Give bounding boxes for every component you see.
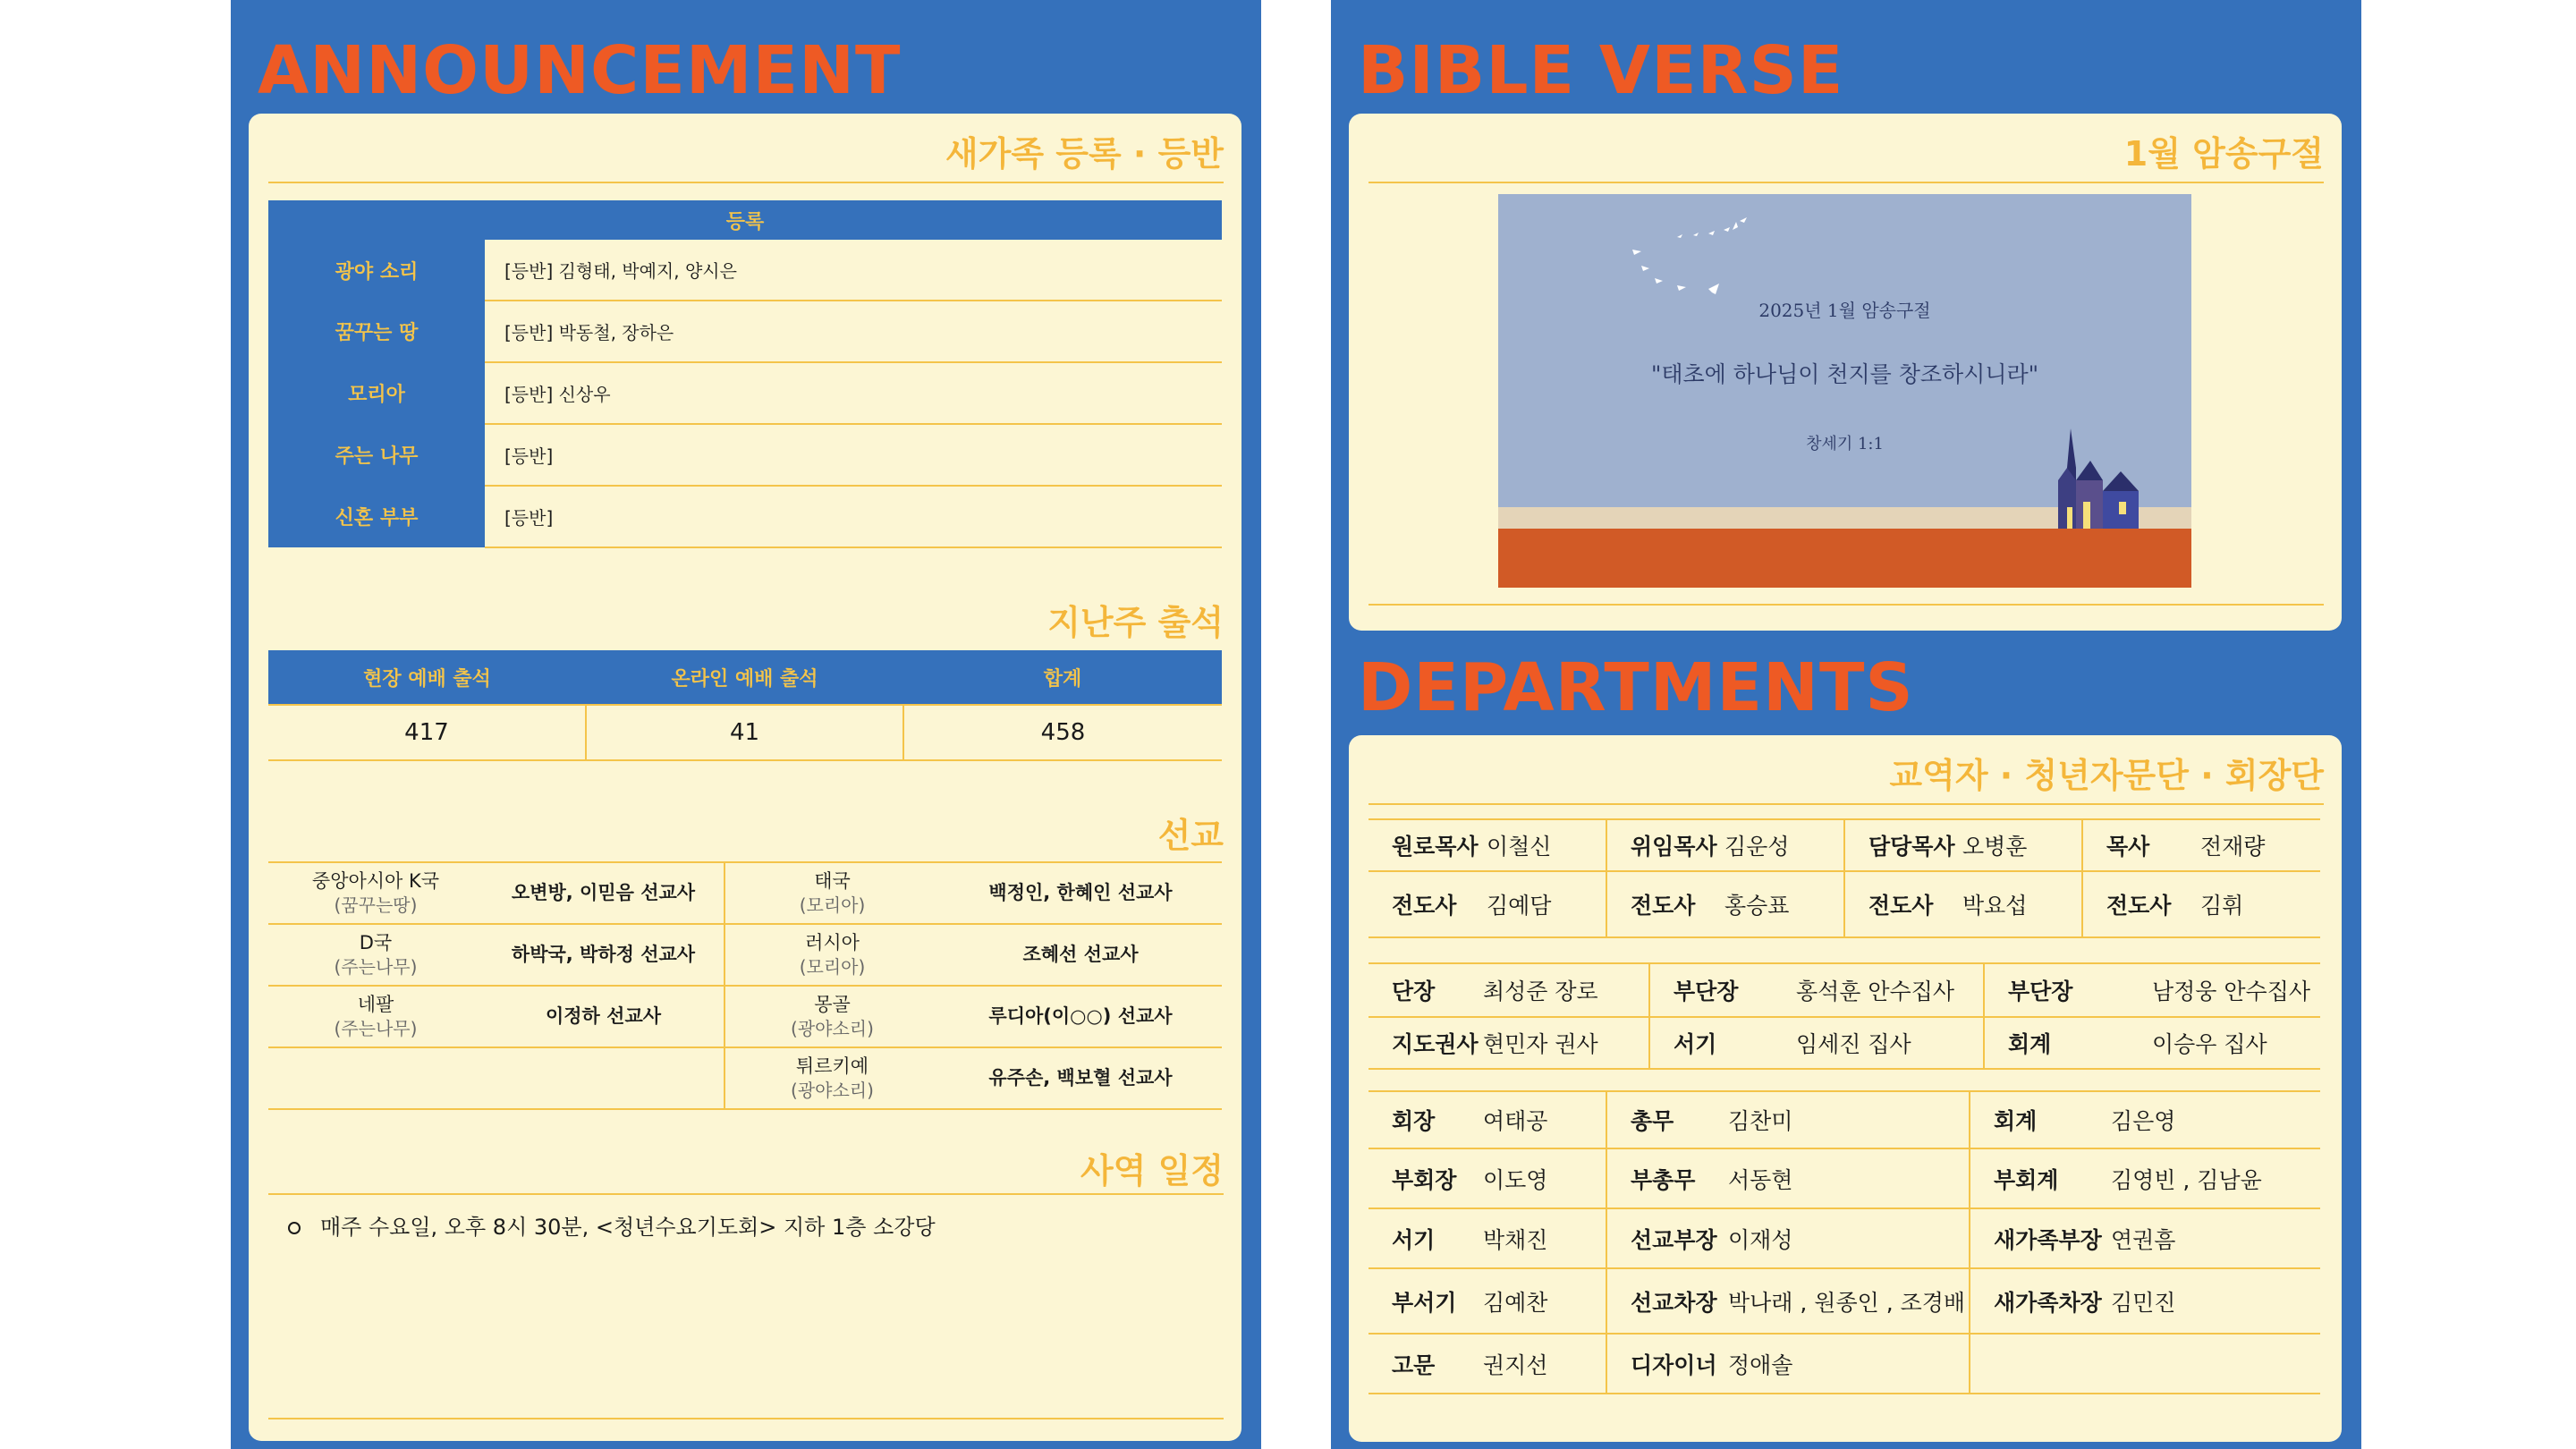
mission-title: 선교 (1157, 816, 1224, 855)
person-name (2111, 1334, 2320, 1394)
mission-table (268, 861, 1222, 1110)
missionary-name: 루디아(이○○) 선교사 (939, 986, 1222, 1047)
mission-country: D국 (주는나무) (268, 924, 483, 986)
table-row (1368, 1148, 2320, 1208)
mission-country (268, 1047, 483, 1109)
advisors-table (1368, 962, 2320, 1070)
table-row (1368, 1017, 2320, 1069)
verse-caption: 2025년 1월 암송구절 (1758, 300, 1931, 321)
schedule-rule (268, 1193, 1224, 1195)
role-label: 전도사 (1368, 871, 1487, 937)
departments-card (1349, 735, 2342, 1442)
person-name: 전재량 (2200, 819, 2320, 871)
departments-rule (1368, 803, 2324, 805)
attendance-value: 417 (268, 705, 586, 760)
table-row (268, 486, 1222, 547)
table-row (1368, 1091, 2320, 1148)
person-name: 연권흠 (2111, 1208, 2320, 1268)
mission-country: 튀르키예 (광야소리) (724, 1047, 939, 1109)
person-name: 박요섭 (1962, 871, 2082, 937)
table-row (268, 362, 1222, 424)
role-label: 지도권사 (1368, 1017, 1483, 1069)
person-name: 여태공 (1483, 1091, 1606, 1148)
table-row (268, 240, 1222, 301)
role-label: 새가족차장 (1970, 1268, 2111, 1334)
bottom-rule (268, 1418, 1224, 1419)
schedule-item: 매주 수요일, 오후 8시 30분, <청년수요기도회> 지하 1층 소강당 (288, 1209, 936, 1241)
bullet-circle-icon (288, 1222, 301, 1234)
row-label: 주는 나무 (268, 424, 485, 486)
registration-title: 새가족 등록 · 등반 (945, 134, 1224, 174)
row-value: [등반] (485, 424, 1222, 486)
role-label: 새가족부장 (1970, 1208, 2111, 1268)
person-name: 김민진 (2111, 1268, 2320, 1334)
attendance-table (268, 650, 1222, 761)
table-row (1368, 963, 2320, 1017)
verse-reference: 창세기 1:1 (1806, 435, 1884, 453)
row-label: 신혼 부부 (268, 486, 485, 547)
bible-bottom-rule (1368, 604, 2324, 606)
role-label: 부단장 (1649, 963, 1796, 1017)
church-icon (2026, 418, 2151, 534)
announcement-card (249, 114, 1241, 1441)
attendance-header: 현장 예배 출석 (268, 650, 586, 705)
role-label: 서기 (1368, 1208, 1483, 1268)
person-name: 김휘 (2200, 871, 2320, 937)
person-name: 서동현 (1728, 1148, 1970, 1208)
missionary-name: 백정인, 한혜인 선교사 (939, 862, 1222, 924)
departments-subtitle: 교역자 · 청년자문단 · 회장단 (1889, 756, 2324, 795)
mission-country: 러시아 (모리아) (724, 924, 939, 986)
table-row (1368, 1334, 2320, 1394)
person-name: 임세진 집사 (1796, 1017, 1984, 1069)
role-label: 원로목사 (1368, 819, 1487, 871)
ground (1498, 529, 2191, 588)
registration-table (268, 200, 1222, 548)
memory-verse-title: 1월 암송구절 (2123, 134, 2324, 174)
registration-header: 등록 (268, 200, 1222, 240)
row-value: [등반] 신상우 (485, 362, 1222, 424)
role-label: 서기 (1649, 1017, 1796, 1069)
role-label: 부회장 (1368, 1148, 1483, 1208)
person-name: 박나래 , 원종인 , 조경배 (1728, 1268, 1970, 1334)
person-name: 김찬미 (1728, 1091, 1970, 1148)
role-label: 회장 (1368, 1091, 1483, 1148)
person-name: 최성준 장로 (1483, 963, 1649, 1017)
table-row (1368, 1208, 2320, 1268)
mission-country: 태국 (모리아) (724, 862, 939, 924)
attendance-header: 합계 (903, 650, 1222, 705)
bible-verse-card (1349, 114, 2342, 631)
person-name: 홍석훈 안수집사 (1796, 963, 1984, 1017)
role-label: 총무 (1606, 1091, 1728, 1148)
missionary-name: 이정하 선교사 (483, 986, 724, 1047)
missionary-name: 유주손, 백보혈 선교사 (939, 1047, 1222, 1109)
row-label: 꿈꾸는 땅 (268, 301, 485, 362)
person-name: 이철신 (1487, 819, 1606, 871)
missionary-name (483, 1047, 724, 1109)
table-row (268, 1047, 1222, 1109)
missionary-name: 오변방, 이믿음 선교사 (483, 862, 724, 924)
bible-verse-title: BIBLE VERSE (1358, 32, 1844, 109)
role-label: 회계 (1984, 1017, 2152, 1069)
attendance-header: 온라인 예배 출석 (586, 650, 903, 705)
person-name: 오병훈 (1962, 819, 2082, 871)
mission-country: 몽골 (광야소리) (724, 986, 939, 1047)
role-label: 단장 (1368, 963, 1483, 1017)
mission-country: 중앙아시아 K국 (꿈꾸는땅) (268, 862, 483, 924)
table-row (1368, 819, 2320, 871)
table-row (1368, 1268, 2320, 1334)
mission-country: 네팔 (주는나무) (268, 986, 483, 1047)
role-label: 목사 (2082, 819, 2200, 871)
table-row (268, 862, 1222, 924)
attendance-title: 지난주 출석 (1047, 603, 1224, 642)
attendance-value: 458 (903, 705, 1222, 760)
row-label: 모리아 (268, 362, 485, 424)
row-value: [등반] (485, 486, 1222, 547)
role-label: 회계 (1970, 1091, 2111, 1148)
person-name: 현민자 권사 (1483, 1017, 1649, 1069)
announcement-title: ANNOUNCEMENT (258, 32, 902, 109)
missionary-name: 조혜선 선교사 (939, 924, 1222, 986)
departments-title: DEPARTMENTS (1358, 649, 1914, 726)
person-name: 김은영 (2111, 1091, 2320, 1148)
person-name: 정애솔 (1728, 1334, 1970, 1394)
role-label: 부단장 (1984, 963, 2152, 1017)
person-name: 박채진 (1483, 1208, 1606, 1268)
person-name: 이승우 집사 (2152, 1017, 2320, 1069)
role-label: 전도사 (2082, 871, 2200, 937)
role-label: 부총무 (1606, 1148, 1728, 1208)
table-row (268, 986, 1222, 1047)
role-label: 위임목사 (1606, 819, 1724, 871)
memory-verse-rule (1368, 182, 2324, 183)
role-label: 디자이너 (1606, 1334, 1728, 1394)
role-label: 선교차장 (1606, 1268, 1728, 1334)
row-label: 광야 소리 (268, 240, 485, 301)
person-name: 김운성 (1724, 819, 1844, 871)
person-name: 이도영 (1483, 1148, 1606, 1208)
row-value: [등반] 김형태, 박예지, 양시은 (485, 240, 1222, 301)
person-name: 홍승표 (1724, 871, 1844, 937)
officers-table (1368, 1090, 2320, 1394)
role-label (1970, 1334, 2111, 1394)
table-row (1368, 871, 2320, 937)
pastors-table (1368, 818, 2320, 938)
role-label: 전도사 (1606, 871, 1724, 937)
person-name: 김예담 (1487, 871, 1606, 937)
role-label: 선교부장 (1606, 1208, 1728, 1268)
attendance-value: 41 (586, 705, 903, 760)
schedule-title: 사역 일정 (1080, 1151, 1224, 1191)
role-label: 담당목사 (1844, 819, 1962, 871)
role-label: 부회계 (1970, 1148, 2111, 1208)
role-label: 전도사 (1844, 871, 1962, 937)
person-name: 김영빈 , 김남윤 (2111, 1148, 2320, 1208)
missionary-name: 하박국, 박하정 선교사 (483, 924, 724, 986)
table-row (268, 424, 1222, 486)
table-row (268, 301, 1222, 362)
role-label: 고문 (1368, 1334, 1483, 1394)
verse-image (1498, 194, 2191, 588)
row-value: [등반] 박동철, 장하은 (485, 301, 1222, 362)
person-name: 김예찬 (1483, 1268, 1606, 1334)
role-label: 부서기 (1368, 1268, 1483, 1334)
registration-rule (268, 182, 1224, 183)
person-name: 남정웅 안수집사 (2152, 963, 2320, 1017)
table-row (268, 924, 1222, 986)
person-name: 이재성 (1728, 1208, 1970, 1268)
verse-text: "태초에 하나님이 천지를 창조하시니라" (1650, 361, 2039, 387)
person-name: 권지선 (1483, 1334, 1606, 1394)
